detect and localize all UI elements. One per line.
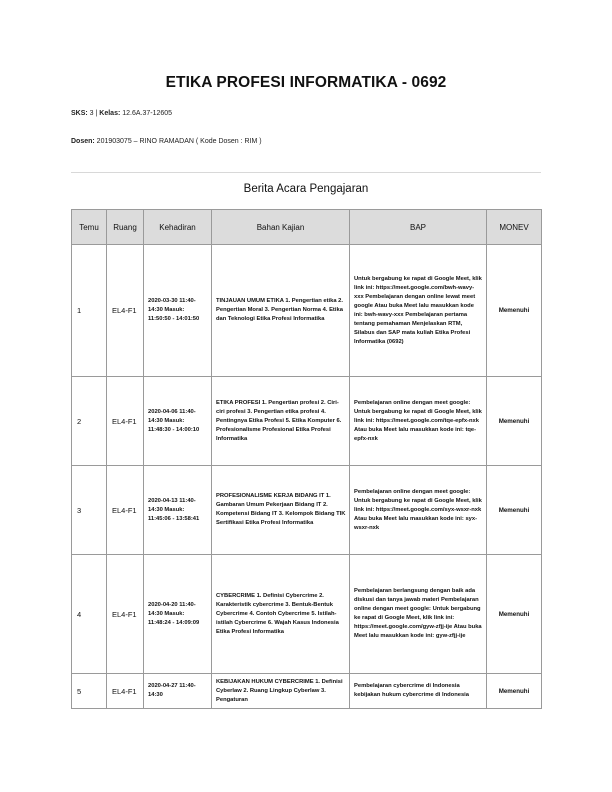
table-row <box>72 555 542 674</box>
cell-ruang: EL4-F1 <box>107 674 144 709</box>
sks-value: 3 | <box>87 110 100 117</box>
cell-monev: Memenuhi <box>487 245 542 377</box>
cell-kehadiran: 2020-04-13 11:40-14:30 Masuk: 11:45:06 - 13:58:41 <box>144 466 212 555</box>
section-title: Berita Acara Pengajaran <box>243 183 369 195</box>
cell-monev: Memenuhi <box>487 555 542 674</box>
column-header-temu: Temu <box>72 210 107 245</box>
cell-ruang: EL4-F1 <box>107 555 144 674</box>
divider <box>71 172 541 173</box>
kelas-label: Kelas: <box>99 110 121 117</box>
dosen-value: 201903075 – RINO RAMADAN ( Kode Dosen : RIM ) <box>94 138 262 145</box>
cell-bahan-kajian: TINJAUAN UMUM ETIKA 1. Pengertian etika 2. Pengertian Moral 3. Pengertian Norma 4. Etika dan Teknologi Etika Profesi Informatika <box>212 245 350 377</box>
teaching-report-table <box>71 209 542 709</box>
cell-temu: 4 <box>72 555 107 674</box>
cell-kehadiran: 2020-04-06 11:40-14:30 Masuk: 11:48:30 - 14:00:10 <box>144 377 212 466</box>
cell-temu: 2 <box>72 377 107 466</box>
dosen-label: Dosen: <box>71 138 95 145</box>
cell-bap: Pembelajaran online dengan meet google: Untuk bergabung ke rapat di Google Meet, klik link ini: https://meet.google.com/tqe-epfx-nxk Atau buka Meet lalu masukkan kode ini: tqe-epfx-nxk <box>350 377 487 466</box>
table-row <box>72 377 542 466</box>
cell-bahan-kajian: KEBIJAKAN HUKUM CYBERCRIME 1. Definisi Cyberlaw 2. Ruang Lingkup Cyberlaw 3. Pengaturan <box>212 674 350 709</box>
lecturer-meta <box>71 138 262 145</box>
cell-bap: Pembelajaran berlangsung dengan baik ada diskusi dan tanya jawab materi Pembelajaran online dengan meet google: Untuk bergabung ke rapat di Google Meet, klik link ini: https://meet.google.com/gyw-zfjj-ije Atau buka Meet lalu masukkan kode ini: gyw-zfjj-ije <box>350 555 487 674</box>
cell-ruang: EL4-F1 <box>107 466 144 555</box>
table-row <box>72 466 542 555</box>
kelas-value: 12.6A.37-12605 <box>120 110 173 117</box>
table-row <box>72 245 542 377</box>
table-header-row <box>72 210 542 245</box>
cell-bap: Pembelajaran cybercrime di Indonesia kebijakan hukum cybercrime di Indonesia <box>350 674 487 709</box>
column-header-monev: MONEV <box>487 210 542 245</box>
cell-monev: Memenuhi <box>487 674 542 709</box>
cell-bahan-kajian: CYBERCRIME 1. Definisi Cybercrime 2. Karakteristik cybercrime 3. Bentuk-Bentuk Cybercrime 4. Contoh Cybercrime 5. Istilah-istilah Cybercrime 6. Wajah Kasus Indonesia Etika Profesi Informatika <box>212 555 350 674</box>
course-title: ETIKA PROFESI INFORMATIKA - 0692 <box>165 74 447 91</box>
cell-temu: 5 <box>72 674 107 709</box>
cell-kehadiran: 2020-04-20 11:40-14:30 Masuk: 11:48:24 - 14:09:09 <box>144 555 212 674</box>
sks-label: SKS: <box>71 110 88 117</box>
cell-bahan-kajian: ETIKA PROFESI 1. Pengertian profesi 2. Ciri-ciri profesi 3. Pengertian etika profesi 4. Pentingnya Etika Profesi 5. Etika Komputer 6. Profesionalisme Profesional Etika Profesi Informatika <box>212 377 350 466</box>
cell-kehadiran: 2020-04-27 11:40-14:30 <box>144 674 212 709</box>
cell-temu: 1 <box>72 245 107 377</box>
cell-monev: Memenuhi <box>487 466 542 555</box>
cell-kehadiran: 2020-03-30 11:40-14:30 Masuk: 11:50:50 - 14:01:50 <box>144 245 212 377</box>
cell-temu: 3 <box>72 466 107 555</box>
column-header-kehadiran: Kehadiran <box>144 210 212 245</box>
cell-ruang: EL4-F1 <box>107 377 144 466</box>
cell-monev: Memenuhi <box>487 377 542 466</box>
cell-bap: Untuk bergabung ke rapat di Google Meet, klik link ini: https://meet.google.com/bwh-wavy-xxx Pembelajaran dengan online lewat meet google Atau buka Meet lalu masukkan kode ini: bwh-wavy-xxx Pembelajaran pertama tentang pemahaman Menjelaskan RTM, Silabus dan SAP mata kuliah Etika Profesi Informatika (0692) <box>350 245 487 377</box>
column-header-bahan-kajian: Bahan Kajian <box>212 210 350 245</box>
cell-ruang: EL4-F1 <box>107 245 144 377</box>
column-header-bap: BAP <box>350 210 487 245</box>
course-meta <box>71 110 172 117</box>
column-header-ruang: Ruang <box>107 210 144 245</box>
table-row <box>72 674 542 709</box>
cell-bahan-kajian: PROFESIONALISME KERJA BIDANG IT 1. Gambaran Umum Pekerjaan Bidang IT 2. Kompetensi Bidang IT 3. Kelompok Bidang TIK Sertifikasi Etika Profesi Informatika <box>212 466 350 555</box>
cell-bap: Pembelajaran online dengan meet google: Untuk bergabung ke rapat di Google Meet, klik link ini: https://meet.google.com/syx-wsxr-nxk Atau buka Meet lalu masukkan kode ini: syx-wsxr-nxk <box>350 466 487 555</box>
